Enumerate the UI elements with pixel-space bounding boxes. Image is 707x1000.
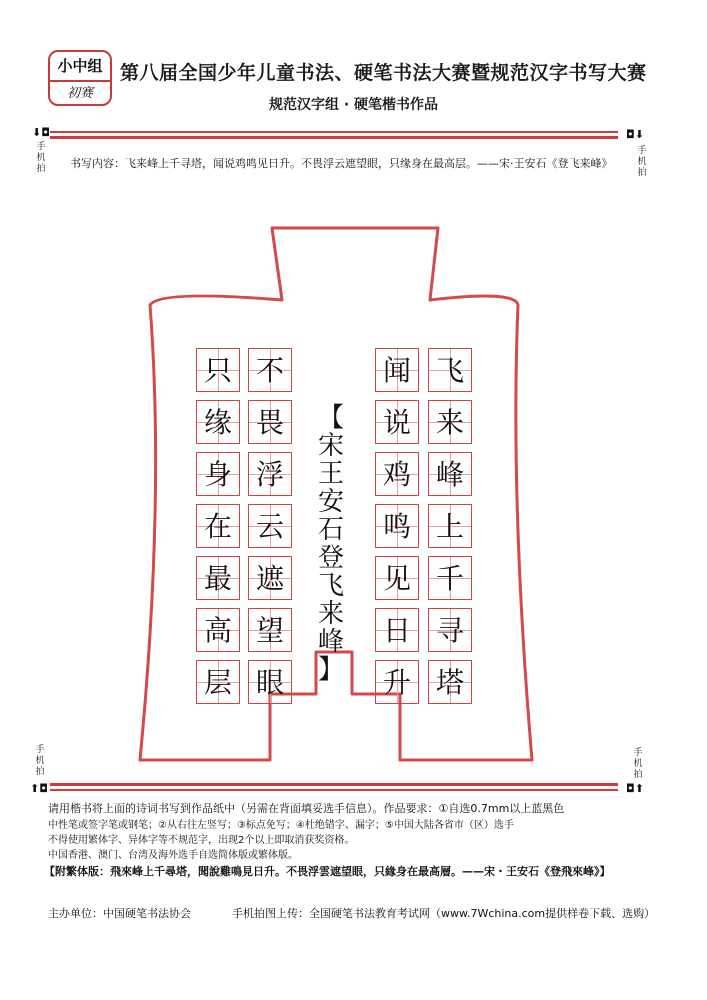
side-mark-bottom-right: 手机拍	[633, 748, 643, 780]
camera-icon: ⬇◘	[32, 126, 50, 139]
vertical-title-char: 【	[317, 403, 344, 433]
organizer: 主办单位：中国硬笔书法协会	[48, 907, 191, 920]
bottom-rule	[50, 789, 618, 791]
poem-vertical-title	[313, 403, 349, 685]
grid-cell: 说	[375, 400, 419, 444]
side-mark-bottom-left: 手机拍	[35, 745, 45, 777]
vertical-title-char: 安	[317, 487, 344, 517]
grid-cell: 眼	[248, 660, 292, 704]
vertical-title-char: 王	[317, 459, 344, 489]
grid-cell: 飞	[428, 348, 472, 392]
vertical-title-char: 】	[317, 655, 344, 685]
upload-info: 手机拍图上传：全国硬笔书法教育考试网（www.7Wchina.com提供样卷下载、选购）	[232, 907, 656, 920]
grid-cell: 上	[428, 504, 472, 548]
grid-cell: 塔	[428, 660, 472, 704]
grid-cell: 来	[428, 400, 472, 444]
grid-cell: 畏	[248, 400, 292, 444]
grid-cell: 高	[196, 608, 240, 652]
grid-cell: 闻	[375, 348, 419, 392]
grid-cell: 层	[196, 660, 240, 704]
camera-icon: ◘⬇	[626, 128, 644, 141]
camera-icon: ◘⬆	[626, 782, 644, 795]
page-subtitle: 规范汉字组 · 硬笔楷书作品	[268, 97, 439, 113]
vertical-title-char: 飞	[317, 571, 344, 601]
grid-cell: 千	[428, 556, 472, 600]
camera-icon: ⬆◘	[30, 782, 48, 795]
vertical-title-char: 来	[317, 599, 344, 629]
grid-cell: 身	[196, 452, 240, 496]
vertical-title-char: 石	[317, 515, 344, 545]
grid-cell: 寻	[428, 608, 472, 652]
grid-cell: 浮	[248, 452, 292, 496]
grid-cell: 鸡	[375, 452, 419, 496]
writing-content: 书写内容：飞来峰上千寻塔，闻说鸡鸣见日升。不畏浮云遮望眼，只缘身在最高层。——宋·王安石《登飞来峰》	[70, 157, 613, 170]
grid-cell: 升	[375, 660, 419, 704]
grid-cell: 最	[196, 556, 240, 600]
grid-cell: 见	[375, 556, 419, 600]
grid-cell: 在	[196, 504, 240, 548]
instructions-line-2: 中性笔或签字笔或钢笔；②从右往左竖写；③标点免写；④杜绝错字、漏字；⑤中国大陆各省市（区）选手	[48, 820, 514, 831]
grid-cell: 望	[248, 608, 292, 652]
instructions-line-1: 请用楷书将上面的诗词书写到作品纸中（另需在背面填妥选手信息）。作品要求：①自选0.7mm以上蓝黑色	[48, 802, 565, 815]
bottom-rule-thick	[50, 783, 618, 786]
instructions-line-3: 不得使用繁体字、异体字等不规范字，出现2个以上即取消获奖资格。	[48, 835, 355, 846]
grid-cell: 缘	[196, 400, 240, 444]
group-label: 小中组	[50, 52, 110, 82]
round-label: 初赛	[66, 86, 93, 101]
vertical-title-char: 登	[317, 543, 344, 573]
instructions-line-4: 中国香港、澳门、台湾及海外选手自选简体版或繁体版。	[48, 850, 298, 861]
vertical-title-char: 宋	[317, 431, 344, 461]
side-mark-top-right: 手机拍	[637, 146, 647, 178]
traditional-version: 【附繁体版：飛來峰上千尋塔，聞說雞鳴見日升。不畏浮雲遮望眼，只緣身在最高層。——宋・王安石《登飛來峰》】	[44, 865, 611, 878]
grid-cell: 鸣	[375, 504, 419, 548]
grid-cell: 不	[248, 348, 292, 392]
vertical-title-char: 峰	[317, 627, 344, 657]
page-title: 第八届全国少年儿童书法、硬笔书法大赛暨规范汉字书写大赛	[120, 62, 647, 84]
grid-cell: 遮	[248, 556, 292, 600]
grid-cell: 峰	[428, 452, 472, 496]
grid-cell: 日	[375, 608, 419, 652]
side-mark-top-left: 手机拍	[36, 142, 46, 174]
grid-cell: 只	[196, 348, 240, 392]
grid-cell: 云	[248, 504, 292, 548]
